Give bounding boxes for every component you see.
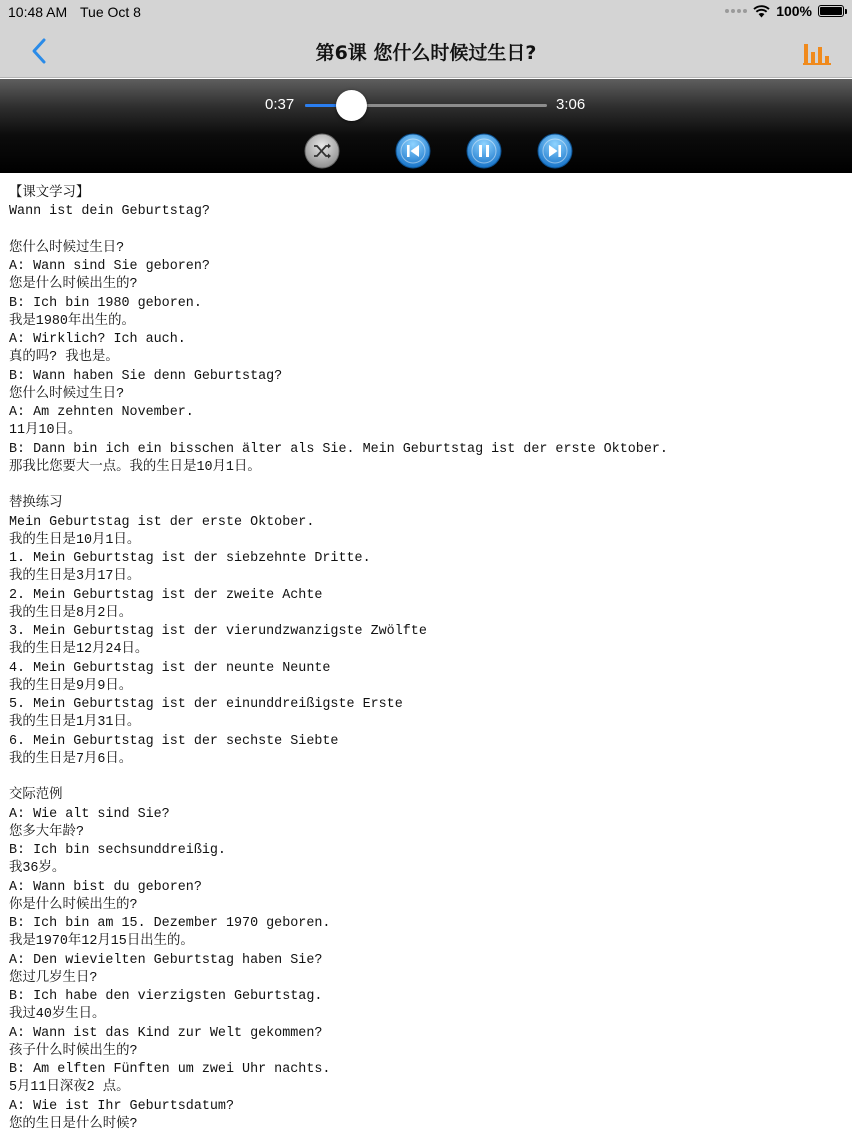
progress-slider[interactable] <box>305 104 547 107</box>
text-line: A: Wie alt sind Sie? <box>9 806 170 822</box>
pause-icon <box>466 133 502 169</box>
text-line: B: Ich bin am 15. Dezember 1970 geboren. <box>9 916 331 931</box>
text-line: 【课文学习】 <box>9 186 90 201</box>
shuffle-icon <box>304 133 340 169</box>
text-line: 您的生日是什么时候? <box>9 1116 138 1132</box>
current-time: 0:37 <box>265 96 295 113</box>
text-line: B: Wann haben Sie denn Geburtstag? <box>9 368 283 384</box>
page-title: 第6课 您什么时候过生日? <box>315 42 537 64</box>
pause-button[interactable] <box>466 133 502 169</box>
text-line: 交际范例 <box>9 788 63 804</box>
status-right <box>725 3 844 19</box>
total-time: 3:06 <box>556 96 586 113</box>
text-line: 我的生日是10月1日。 <box>9 532 141 548</box>
skip-next-icon <box>537 133 573 169</box>
text-line: 5月11日深夜2 点。 <box>9 1080 130 1096</box>
text-line: B: Dann bin ich ein bisschen älter als Sie. Mein Geburtstag ist der erste Oktober. <box>9 441 668 457</box>
text-line: 5. Mein Geburtstag ist der einunddreißigste Erste <box>9 697 403 712</box>
next-button[interactable] <box>537 133 573 169</box>
text-line <box>9 477 852 495</box>
text-line: B: Ich habe den vierzigsten Geburtstag. <box>9 989 323 1004</box>
text-line: A: Am zehnten November. <box>9 405 194 420</box>
text-line: 我的生日是12月24日。 <box>9 642 149 658</box>
text-line: 我的生日是9月9日。 <box>9 678 133 694</box>
text-line: 我的生日是7月6日。 <box>9 751 133 767</box>
text-line: B: Am elften Fünften um zwei Uhr nachts. <box>9 1062 331 1077</box>
status-date: Tue Oct 8 <box>80 4 141 20</box>
text-line: 你是什么时候出生的? <box>9 897 138 913</box>
slider-thumb[interactable] <box>336 90 367 121</box>
previous-button[interactable] <box>395 133 431 169</box>
text-line: 我是1970年12月15日出生的。 <box>9 934 194 950</box>
text-line: 11月10日。 <box>9 423 82 439</box>
text-line: 您什么时候过生日? <box>9 386 125 402</box>
nav-bar <box>0 24 852 78</box>
text-line: 我是1980年出生的。 <box>9 313 135 329</box>
status-time: 10:48 AM <box>8 4 68 20</box>
stats-button[interactable] <box>802 38 832 66</box>
wifi-icon <box>753 5 770 18</box>
text-line: 我的生日是1月31日。 <box>9 715 141 731</box>
text-line: 我的生日是8月2日。 <box>9 605 133 621</box>
shuffle-button[interactable] <box>304 133 340 169</box>
lesson-text[interactable] <box>0 173 852 1136</box>
battery-icon <box>818 5 844 17</box>
text-line: Wann ist dein Geburtstag? <box>9 204 210 220</box>
text-line: A: Wie ist Ihr Geburtsdatum? <box>9 1098 234 1114</box>
text-line: Mein Geburtstag ist der erste Oktober. <box>9 514 315 530</box>
skip-previous-icon <box>395 133 431 169</box>
battery-percent: 100% <box>776 3 812 19</box>
text-line: 6. Mein Geburtstag ist der sechste Siebte <box>9 733 339 749</box>
text-line: 我的生日是3月17日。 <box>9 569 141 585</box>
text-line: B: Ich bin sechsunddreißig. <box>9 843 226 858</box>
text-line: 我过40岁生日。 <box>9 1007 106 1023</box>
text-line: 2. Mein Geburtstag ist der zweite Achte <box>9 587 323 603</box>
text-line: A: Wann ist das Kind zur Welt gekommen? <box>9 1025 323 1041</box>
text-line <box>9 769 852 787</box>
text-line: 您多大年龄? <box>9 824 84 840</box>
text-line <box>9 222 852 240</box>
cellular-dots-icon <box>725 9 747 13</box>
text-line: 您是什么时候出生的? <box>9 277 138 293</box>
text-line: 真的吗? 我也是。 <box>9 350 119 366</box>
text-line: 您过几岁生日? <box>9 970 98 986</box>
text-line: 替换练习 <box>9 496 63 512</box>
text-line: B: Ich bin 1980 geboren. <box>9 295 202 311</box>
text-line: 3. Mein Geburtstag ist der vierundzwanzigste Zwölfte <box>9 624 427 639</box>
text-line: 4. Mein Geburtstag ist der neunte Neunte <box>9 660 331 676</box>
text-line: A: Den wievielten Geburtstag haben Sie? <box>9 952 323 968</box>
text-line: 孩子什么时候出生的? <box>9 1043 138 1059</box>
text-line: 您什么时候过生日? <box>9 240 125 256</box>
text-line: A: Wann bist du geboren? <box>9 879 202 895</box>
text-line: 我36岁。 <box>9 861 66 877</box>
text-line: 1. Mein Geburtstag ist der siebzehnte Dritte. <box>9 551 371 566</box>
audio-player <box>0 79 852 173</box>
text-line: 那我比您要大一点。我的生日是10月1日。 <box>9 459 261 475</box>
text-line: A: Wann sind Sie geboren? <box>9 259 210 274</box>
text-line: A: Wirklich? Ich auch. <box>9 332 186 347</box>
bar-chart-icon <box>802 38 832 66</box>
status-bar <box>0 0 852 24</box>
